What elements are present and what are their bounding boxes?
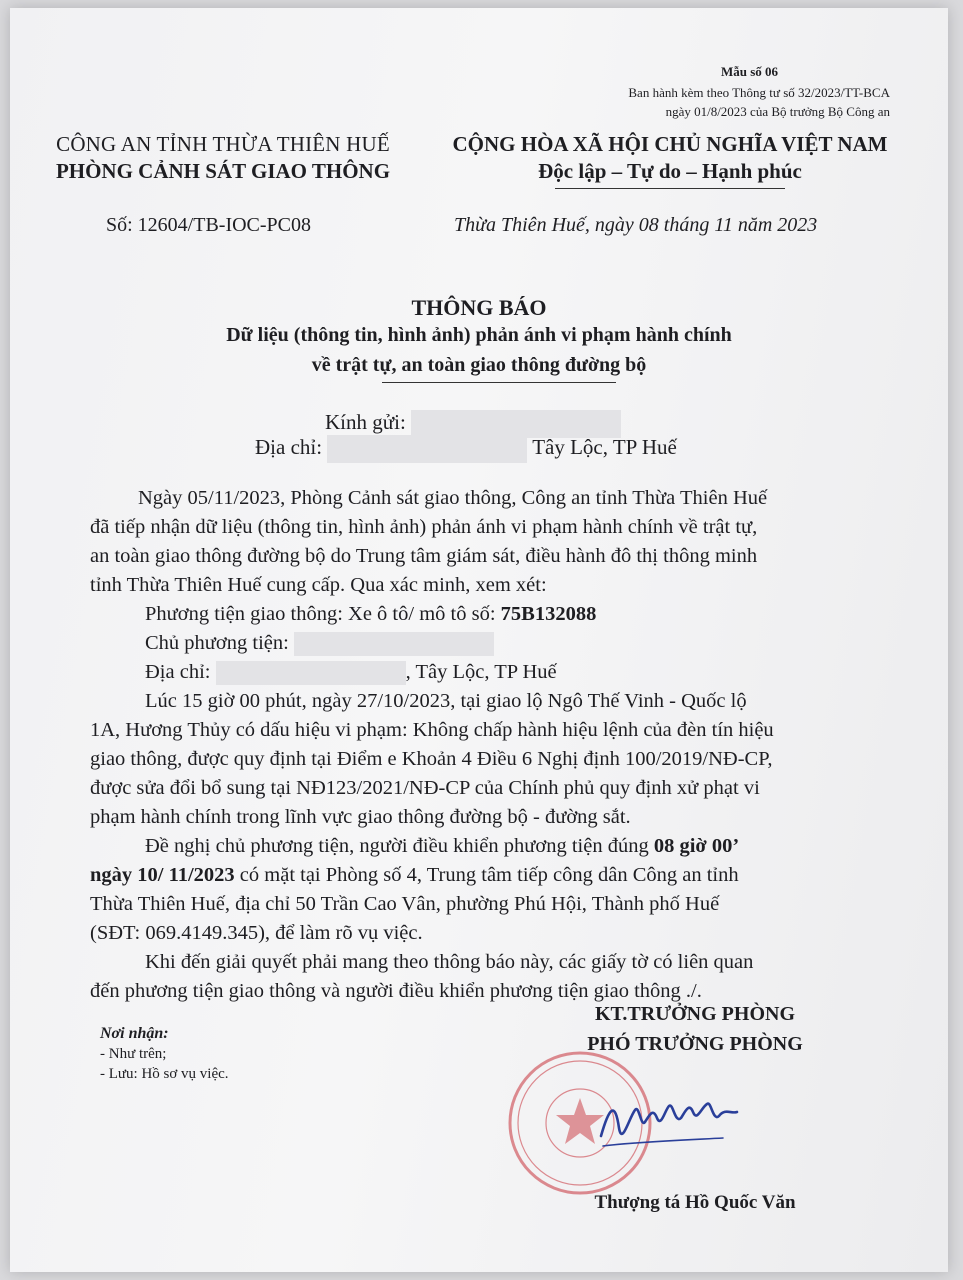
body-line: phạm hành chính trong lĩnh vực giao thông đường bộ - đường sắt. bbox=[90, 806, 631, 828]
nation-line2: Độc lập – Tự do – Hạnh phúc bbox=[538, 159, 802, 183]
nation-line1: CỘNG HÒA XÃ HỘI CHỦ NGHĨA VIỆT NAM bbox=[452, 132, 888, 156]
body-line bbox=[145, 832, 945, 861]
agency-line1: CÔNG AN TỈNH THỪA THIÊN HUẾ bbox=[56, 132, 390, 156]
form-number: Mẫu số 06 bbox=[720, 64, 778, 79]
summons-time: 08 giờ 00’ bbox=[653, 835, 740, 857]
vehicle-line bbox=[145, 600, 945, 629]
recipients-heading: Nơi nhận: bbox=[100, 1025, 169, 1042]
signature-title-line1: KT.TRƯỞNG PHÒNG bbox=[595, 1003, 795, 1025]
redacted-owner-address bbox=[216, 661, 406, 685]
body-line: Thừa Thiên Huế, địa chỉ 50 Trần Cao Vân, phường Phú Hội, Thành phố Huế bbox=[90, 893, 720, 915]
signer-name: Thượng tá Hồ Quốc Văn bbox=[594, 1192, 796, 1213]
body-line: Khi đến giải quyết phải mang theo thông báo này, các giấy tờ có liên quan bbox=[145, 951, 754, 973]
redacted-recipient-address bbox=[327, 435, 527, 463]
recipient-address-line bbox=[255, 435, 677, 463]
vehicle-label: Phương tiện giao thông: Xe ô tô/ mô tô số: bbox=[145, 603, 501, 625]
body-line: đến phương tiện giao thông và người điều khiển phương tiện giao thông ./. bbox=[90, 980, 702, 1002]
redacted-owner-name bbox=[294, 632, 494, 656]
recipient-address-suffix: Tây Lộc, TP Huế bbox=[532, 435, 677, 459]
body-line bbox=[90, 861, 890, 890]
body-line: được sửa đổi bổ sung tại NĐ123/2021/NĐ-CP của Chính phủ quy định xử phạt vi bbox=[90, 777, 760, 799]
document-subtitle-line2: về trật tự, an toàn giao thông đường bộ bbox=[311, 354, 647, 376]
body-line: an toàn giao thông đường bộ do Trung tâm giám sát, điều hành đô thị thông minh bbox=[90, 545, 758, 567]
body-line: (SĐT: 069.4149.345), để làm rõ vụ việc. bbox=[90, 922, 423, 944]
agency-line2: PHÒNG CẢNH SÁT GIAO THÔNG bbox=[55, 159, 391, 183]
owner-address-label: Địa chỉ: bbox=[145, 661, 211, 683]
owner-address-suffix: , Tây Lộc, TP Huế bbox=[405, 661, 557, 683]
place-and-date: Thừa Thiên Huế, ngày 08 tháng 11 năm 2023 bbox=[454, 214, 818, 236]
owner-address-line bbox=[145, 658, 945, 687]
body-line: giao thông, được quy định tại Điểm e Khoản 4 Điều 6 Nghị định 100/2019/NĐ-CP, bbox=[90, 748, 773, 770]
owner-label: Chủ phương tiện: bbox=[145, 632, 289, 654]
document-sheet bbox=[10, 8, 948, 1272]
recipient-line bbox=[325, 410, 621, 438]
issuing-agency bbox=[38, 132, 408, 184]
form-reference-line1: Ban hành kèm theo Thông tư số 32/2023/TT-BCA bbox=[628, 85, 890, 100]
body-line: đã tiếp nhận dữ liệu (thông tin, hình ảnh) phản ánh vi phạm hành chính về trật tự, bbox=[90, 516, 758, 538]
handwritten-signature bbox=[595, 1088, 745, 1158]
motto-underline bbox=[555, 188, 785, 189]
summons-date: ngày 10/ 11/2023 bbox=[90, 864, 235, 886]
redacted-recipient-name bbox=[411, 410, 621, 438]
document-number: Số: 12604/TB-IOC-PC08 bbox=[106, 214, 312, 236]
vehicle-plate: 75B132088 bbox=[500, 603, 597, 625]
recipient-label: Kính gửi: bbox=[325, 410, 406, 434]
title-underline bbox=[382, 382, 616, 383]
recipients-block bbox=[100, 1024, 229, 1084]
body-line: Ngày 05/11/2023, Phòng Cảnh sát giao thông, Công an tỉnh Thừa Thiên Huế bbox=[138, 487, 768, 509]
owner-line bbox=[145, 629, 945, 658]
national-motto bbox=[425, 132, 915, 189]
summons-place: có mặt tại Phòng số 4, Trung tâm tiếp công dân Công an tỉnh bbox=[234, 864, 739, 886]
recipient-address-label: Địa chỉ: bbox=[255, 435, 323, 459]
form-reference-line2: ngày 01/8/2023 của Bộ trưởng Bộ Công an bbox=[665, 104, 890, 119]
body-line: tỉnh Thừa Thiên Huế cung cấp. Qua xác minh, xem xét: bbox=[90, 574, 547, 596]
recipients-item: - Như trên; bbox=[100, 1046, 167, 1062]
signature-title-line2: PHÓ TRƯỞNG PHÒNG bbox=[587, 1033, 803, 1055]
recipients-item: - Lưu: Hồ sơ vụ việc. bbox=[100, 1066, 229, 1082]
document-title: THÔNG BÁO bbox=[411, 295, 547, 320]
body-line: 1A, Hương Thủy có dấu hiệu vi phạm: Không chấp hành hiệu lệnh của đèn tín hiệu bbox=[90, 719, 774, 741]
document-subtitle-line1: Dữ liệu (thông tin, hình ảnh) phản ánh vi phạm hành chính bbox=[226, 324, 732, 346]
body-line: Lúc 15 giờ 00 phút, ngày 27/10/2023, tại giao lộ Ngô Thế Vinh - Quốc lộ bbox=[145, 690, 747, 712]
summons-text: Đề nghị chủ phương tiện, người điều khiển phương tiện đúng bbox=[145, 835, 654, 857]
